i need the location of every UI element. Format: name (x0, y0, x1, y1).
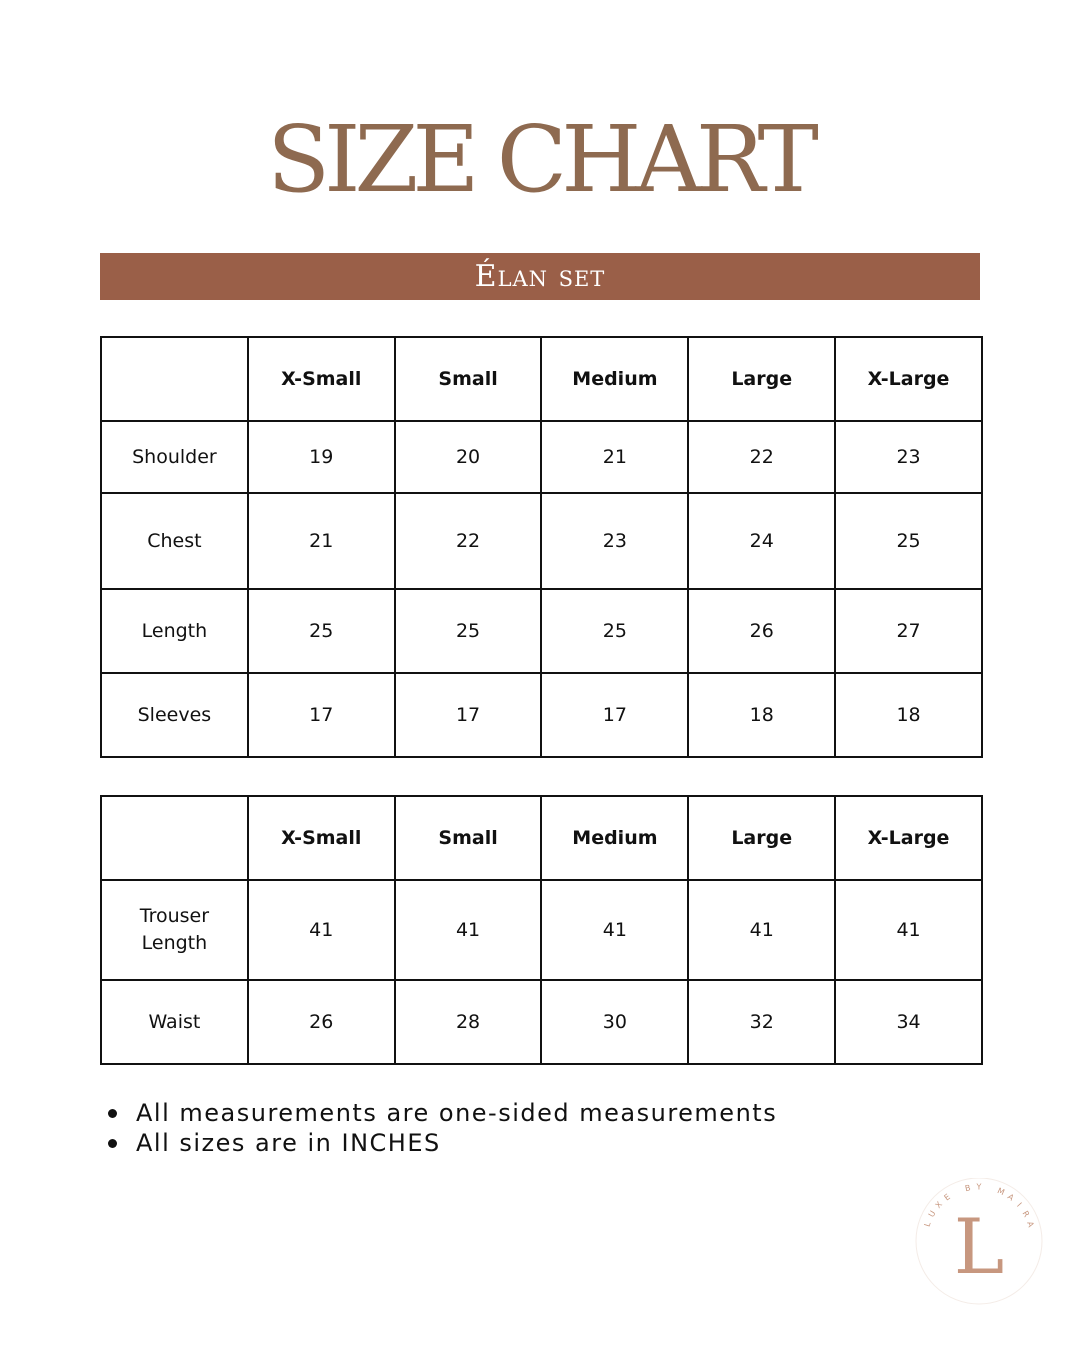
row-label: Sleeves (101, 673, 248, 757)
logo-ring-glyph: B (964, 1183, 972, 1194)
logo-ring-glyph: I (1014, 1200, 1024, 1209)
table-cell: 41 (835, 880, 982, 980)
table-cell: 17 (248, 673, 395, 757)
table-cell: 21 (541, 421, 688, 493)
row-label: Length (101, 589, 248, 673)
logo-ring-glyph: X (933, 1199, 945, 1210)
header-cell-x-large: X-Large (835, 337, 982, 421)
table-cell: 17 (541, 673, 688, 757)
table-cell: 30 (541, 980, 688, 1064)
table-row (101, 880, 982, 980)
table-cell: 26 (688, 589, 835, 673)
header-cell-x-small: X-Small (248, 337, 395, 421)
table-cell: 25 (248, 589, 395, 673)
bullet-icon (108, 1109, 117, 1118)
table-cell: 25 (395, 589, 542, 673)
note-text: All measurements are one-sided measurements (136, 1099, 778, 1127)
logo-letter: L (953, 1202, 1005, 1291)
logo-ring-glyph: R (1020, 1209, 1032, 1219)
header-cell-blank (101, 337, 248, 421)
table-cell: 18 (688, 673, 835, 757)
product-banner (100, 253, 980, 300)
page-title: SIZE CHART (267, 106, 813, 213)
table-row (101, 673, 982, 757)
header-cell-x-small: X-Small (248, 796, 395, 880)
bullet-icon (108, 1139, 117, 1148)
table-cell: 41 (541, 880, 688, 980)
header-cell-x-large: X-Large (835, 796, 982, 880)
logo-ring-glyph: L (922, 1220, 933, 1228)
brand-logo-icon (914, 1178, 1044, 1308)
header-cell-medium: Medium (541, 337, 688, 421)
list-item (108, 1098, 777, 1128)
header-cell-blank (101, 796, 248, 880)
header-cell-large: Large (688, 337, 835, 421)
header-cell-small: Small (395, 796, 542, 880)
table-cell: 24 (688, 493, 835, 589)
table-cell: 23 (835, 421, 982, 493)
header-cell-large: Large (688, 796, 835, 880)
table-header-row (101, 796, 982, 880)
logo-ring-glyph: U (926, 1209, 938, 1219)
product-name: Élan set (474, 259, 606, 294)
table-row (101, 493, 982, 589)
logo-ring-glyph: M (995, 1186, 1006, 1198)
table-cell: 21 (248, 493, 395, 589)
table-cell: 22 (688, 421, 835, 493)
table-header-row (101, 337, 982, 421)
table-cell: 32 (688, 980, 835, 1064)
notes-list (108, 1098, 777, 1158)
table-cell: 18 (835, 673, 982, 757)
header-cell-small: Small (395, 337, 542, 421)
table-cell: 34 (835, 980, 982, 1064)
table-row (101, 589, 982, 673)
table-cell: 17 (395, 673, 542, 757)
table-cell: 20 (395, 421, 542, 493)
note-text: All sizes are in INCHES (136, 1129, 441, 1157)
table-cell: 41 (248, 880, 395, 980)
logo-ring-glyph: Y (976, 1182, 982, 1192)
row-label: Trouser Length (101, 880, 248, 980)
table-cell: 41 (688, 880, 835, 980)
table-row (101, 421, 982, 493)
top-size-table (100, 336, 983, 758)
logo-ring-glyph: E (942, 1192, 952, 1203)
table-cell: 41 (395, 880, 542, 980)
row-label: Shoulder (101, 421, 248, 493)
table-cell: 22 (395, 493, 542, 589)
table-cell: 27 (835, 589, 982, 673)
table-cell: 23 (541, 493, 688, 589)
table-cell: 19 (248, 421, 395, 493)
table-cell: 25 (541, 589, 688, 673)
header-cell-medium: Medium (541, 796, 688, 880)
list-item (108, 1128, 777, 1158)
table-cell: 26 (248, 980, 395, 1064)
row-label: Waist (101, 980, 248, 1064)
table-row (101, 980, 982, 1064)
logo-ring-glyph: A (1025, 1220, 1036, 1229)
logo-ring-glyph: A (1005, 1192, 1016, 1203)
bottom-size-table (100, 795, 983, 1065)
table-cell: 28 (395, 980, 542, 1064)
row-label: Chest (101, 493, 248, 589)
table-cell: 25 (835, 493, 982, 589)
